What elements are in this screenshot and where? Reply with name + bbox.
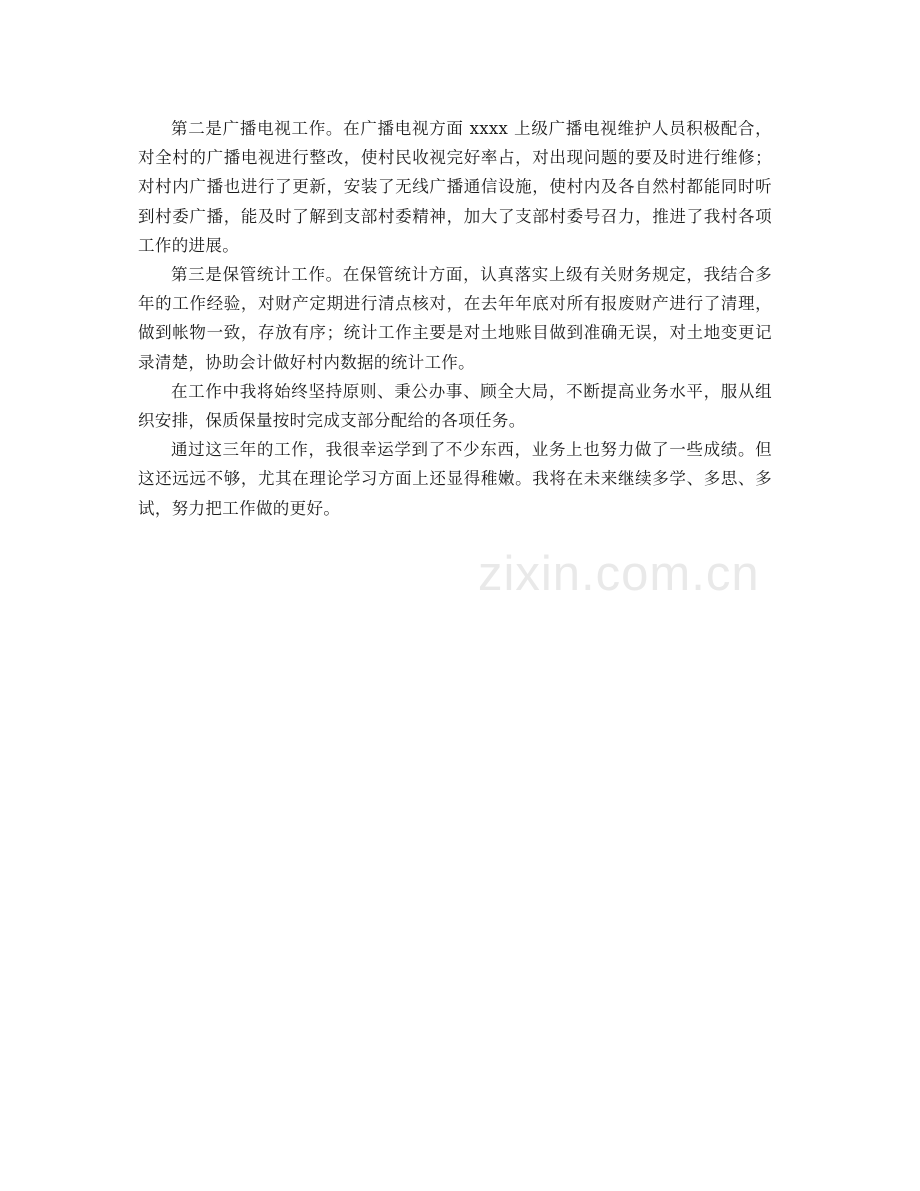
document-body [138,114,772,523]
paragraph-custody-statistics: 第三是保管统计工作。在保管统计方面，认真落实上级有关财务规定，我结合多年的工作经验，对财产定期进行清点核对，在去年年底对所有报废财产进行了清理，做到帐物一致，存放有序；统计工作主要是对土地账目做到准确无误，对土地变更记录清楚，协助会计做好村内数据的统计工作。 [138,265,772,372]
paragraph-broadcast-tv: 第二是广播电视工作。在广播电视方面 xxxx 上级广播电视维护人员积极配合，对全村的广播电视进行整改，使村民收视完好率占，对出现问题的要及时进行维修；对村内广播也进行了更新，安装了无线广播通信设施，使村内及各自然村都能同时听到村委广播，能及时了解到支部村委精神，加大了支部村委号召力，推进了我村各项工作的进展。 [138,119,772,255]
paragraph-work-principles: 在工作中我将始终坚持原则、秉公办事、顾全大局，不断提高业务水平，服从组织安排，保质保量按时完成支部分配给的各项任务。 [138,381,772,431]
watermark-text: zixin.com.cn [478,547,760,601]
paragraph-conclusion: 通过这三年的工作，我很幸运学到了不少东西，业务上也努力做了一些成绩。但这还远远不够，尤其在理论学习方面上还显得稚嫩。我将在未来继续多学、多思、多试，努力把工作做的更好。 [138,440,772,518]
